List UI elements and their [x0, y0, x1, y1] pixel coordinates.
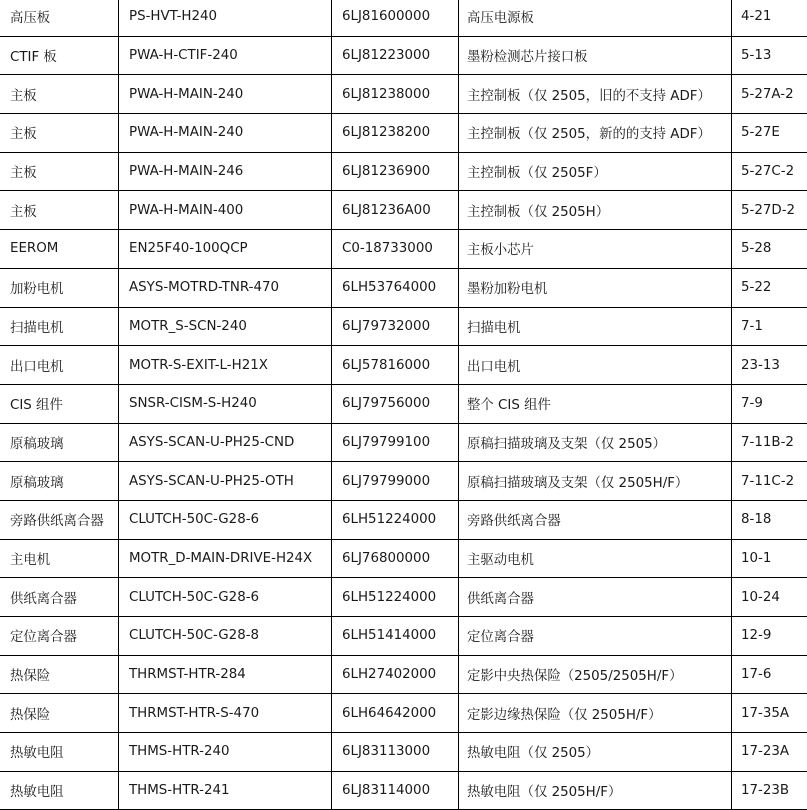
part-number-cell: 6LH51224000	[332, 501, 459, 539]
description-cell: 主板小芯片	[459, 230, 732, 268]
description-cell: 原稿扫描玻璃及支架（仅 2505）	[459, 424, 732, 462]
model-cell: PWA-H-MAIN-240	[119, 114, 332, 152]
reference-cell: 8-18	[741, 512, 772, 528]
description-cell: 主控制板（仅 2505H）	[459, 191, 732, 229]
part-number-cell: 6LJ81600000	[332, 0, 459, 36]
part-type-cell: EEROM	[0, 230, 119, 268]
table-row	[0, 617, 807, 656]
part-number-cell: 6LJ79799000	[332, 462, 459, 500]
part-number-cell: 6LJ81236A00	[332, 191, 459, 229]
part-number-cell: 6LJ81223000	[332, 37, 459, 75]
table-row	[0, 656, 807, 695]
part-number-cell: 6LJ83113000	[332, 733, 459, 771]
description-cell: 出口电机	[459, 346, 732, 384]
reference-cell: 7-9	[741, 396, 763, 412]
reference-cell: 17-23B	[741, 783, 790, 799]
table-row	[0, 424, 807, 463]
part-number-cell: 6LJ79756000	[332, 385, 459, 423]
part-number-cell: 6LJ79732000	[332, 308, 459, 346]
model-cell: PWA-H-MAIN-240	[119, 75, 332, 113]
description-cell: 定位离合器	[459, 617, 732, 655]
model-cell: PWA-H-MAIN-246	[119, 153, 332, 191]
part-number-cell: 6LH27402000	[332, 656, 459, 694]
table-row	[0, 578, 807, 617]
reference-cell: 7-1	[741, 318, 763, 334]
table-row	[0, 733, 807, 772]
model-cell: MOTR_S-SCN-240	[119, 308, 332, 346]
description-cell: 墨粉加粉电机	[459, 269, 732, 307]
model-cell: PS-HVT-H240	[119, 0, 332, 36]
part-type-cell: 原稿玻璃	[0, 462, 119, 500]
table-row	[0, 501, 807, 540]
description-cell: 定影中央热保险（2505/2505H/F）	[459, 656, 732, 694]
model-cell: ASYS-SCAN-U-PH25-OTH	[119, 462, 332, 500]
model-cell: ASYS-SCAN-U-PH25-CND	[119, 424, 332, 462]
part-number-cell: 6LJ81236900	[332, 153, 459, 191]
part-type-cell: 主板	[0, 191, 119, 229]
table-row	[0, 462, 807, 501]
reference-cell: 17-23A	[741, 744, 790, 760]
table-row	[0, 694, 807, 733]
reference-cell: 5-27C-2	[741, 164, 795, 180]
part-type-cell: 旁路供纸离合器	[0, 501, 119, 539]
model-cell: THRMST-HTR-284	[119, 656, 332, 694]
part-type-cell: 热保险	[0, 694, 119, 732]
part-number-cell: 6LH51224000	[332, 578, 459, 616]
description-cell: 主控制板（仅 2505，旧的不支持 ADF）	[459, 75, 732, 113]
model-cell: SNSR-CISM-S-H240	[119, 385, 332, 423]
model-cell: THRMST-HTR-S-470	[119, 694, 332, 732]
part-type-cell: 主板	[0, 114, 119, 152]
model-cell: CLUTCH-50C-G28-6	[119, 578, 332, 616]
reference-cell: 5-28	[741, 241, 772, 257]
table-row	[0, 0, 807, 37]
description-cell: 主控制板（仅 2505，新的的支持 ADF）	[459, 114, 732, 152]
reference-cell: 4-21	[741, 9, 772, 25]
part-number-cell: C0-18733000	[332, 230, 459, 268]
table-row	[0, 191, 807, 230]
reference-cell: 10-1	[741, 550, 772, 566]
model-cell: ASYS-MOTRD-TNR-470	[119, 269, 332, 307]
part-number-cell: 6LJ81238200	[332, 114, 459, 152]
description-cell: 旁路供纸离合器	[459, 501, 732, 539]
description-cell: 热敏电阻（仅 2505H/F）	[459, 772, 732, 810]
description-cell: 热敏电阻（仅 2505）	[459, 733, 732, 771]
reference-cell: 12-9	[741, 628, 772, 644]
table-row	[0, 114, 807, 153]
table-row	[0, 230, 807, 269]
description-cell: 供纸离合器	[459, 578, 732, 616]
description-cell: 主驱动电机	[459, 540, 732, 578]
reference-cell: 5-13	[741, 48, 772, 64]
description-cell: 整个 CIS 组件	[459, 385, 732, 423]
reference-cell: 17-6	[741, 667, 772, 683]
reference-cell: 17-35A	[741, 705, 790, 721]
table-row	[0, 772, 807, 810]
reference-cell: 7-11B-2	[741, 434, 794, 450]
part-type-cell: 热保险	[0, 656, 119, 694]
part-number-cell: 6LJ79799100	[332, 424, 459, 462]
part-number-cell: 6LH51414000	[332, 617, 459, 655]
model-cell: CLUTCH-50C-G28-8	[119, 617, 332, 655]
part-type-cell: 主板	[0, 153, 119, 191]
model-cell: MOTR_D-MAIN-DRIVE-H24X	[119, 540, 332, 578]
table-row	[0, 153, 807, 192]
part-type-cell: 扫描电机	[0, 308, 119, 346]
part-type-cell: 原稿玻璃	[0, 424, 119, 462]
part-number-cell: 6LJ81238000	[332, 75, 459, 113]
model-cell: MOTR-S-EXIT-L-H21X	[119, 346, 332, 384]
reference-cell: 5-27A-2	[741, 86, 794, 102]
part-type-cell: 出口电机	[0, 346, 119, 384]
part-number-cell: 6LJ57816000	[332, 346, 459, 384]
part-number-cell: 6LJ76800000	[332, 540, 459, 578]
model-cell: PWA-H-CTIF-240	[119, 37, 332, 75]
table-row	[0, 540, 807, 579]
reference-cell: 5-27E	[741, 125, 780, 141]
description-cell: 定影边缘热保险（仅 2505H/F）	[459, 694, 732, 732]
model-cell: THMS-HTR-241	[119, 772, 332, 810]
part-type-cell: 热敏电阻	[0, 733, 119, 771]
reference-cell: 5-22	[741, 280, 772, 296]
part-type-cell: 供纸离合器	[0, 578, 119, 616]
table-row	[0, 269, 807, 308]
description-cell: 扫描电机	[459, 308, 732, 346]
part-type-cell: CIS 组件	[0, 385, 119, 423]
part-type-cell: CTIF 板	[0, 37, 119, 75]
description-cell: 墨粉检测芯片接口板	[459, 37, 732, 75]
model-cell: THMS-HTR-240	[119, 733, 332, 771]
part-type-cell: 主电机	[0, 540, 119, 578]
table-row	[0, 75, 807, 114]
part-number-cell: 6LH64642000	[332, 694, 459, 732]
table-row	[0, 37, 807, 76]
part-number-cell: 6LH53764000	[332, 269, 459, 307]
reference-cell: 5-27D-2	[741, 202, 796, 218]
table-row	[0, 346, 807, 385]
part-type-cell: 主板	[0, 75, 119, 113]
model-cell: PWA-H-MAIN-400	[119, 191, 332, 229]
part-type-cell: 定位离合器	[0, 617, 119, 655]
description-cell: 主控制板（仅 2505F）	[459, 153, 732, 191]
description-cell: 高压电源板	[459, 0, 732, 36]
part-type-cell: 加粉电机	[0, 269, 119, 307]
reference-cell: 7-11C-2	[741, 473, 795, 489]
reference-cell: 23-13	[741, 357, 780, 373]
part-type-cell: 热敏电阻	[0, 772, 119, 810]
model-cell: CLUTCH-50C-G28-6	[119, 501, 332, 539]
part-type-cell: 高压板	[0, 0, 119, 36]
table-row	[0, 385, 807, 424]
part-number-cell: 6LJ83114000	[332, 772, 459, 810]
table-row	[0, 308, 807, 347]
description-cell: 原稿扫描玻璃及支架（仅 2505H/F）	[459, 462, 732, 500]
model-cell: EN25F40-100QCP	[119, 230, 332, 268]
reference-cell: 10-24	[741, 589, 780, 605]
